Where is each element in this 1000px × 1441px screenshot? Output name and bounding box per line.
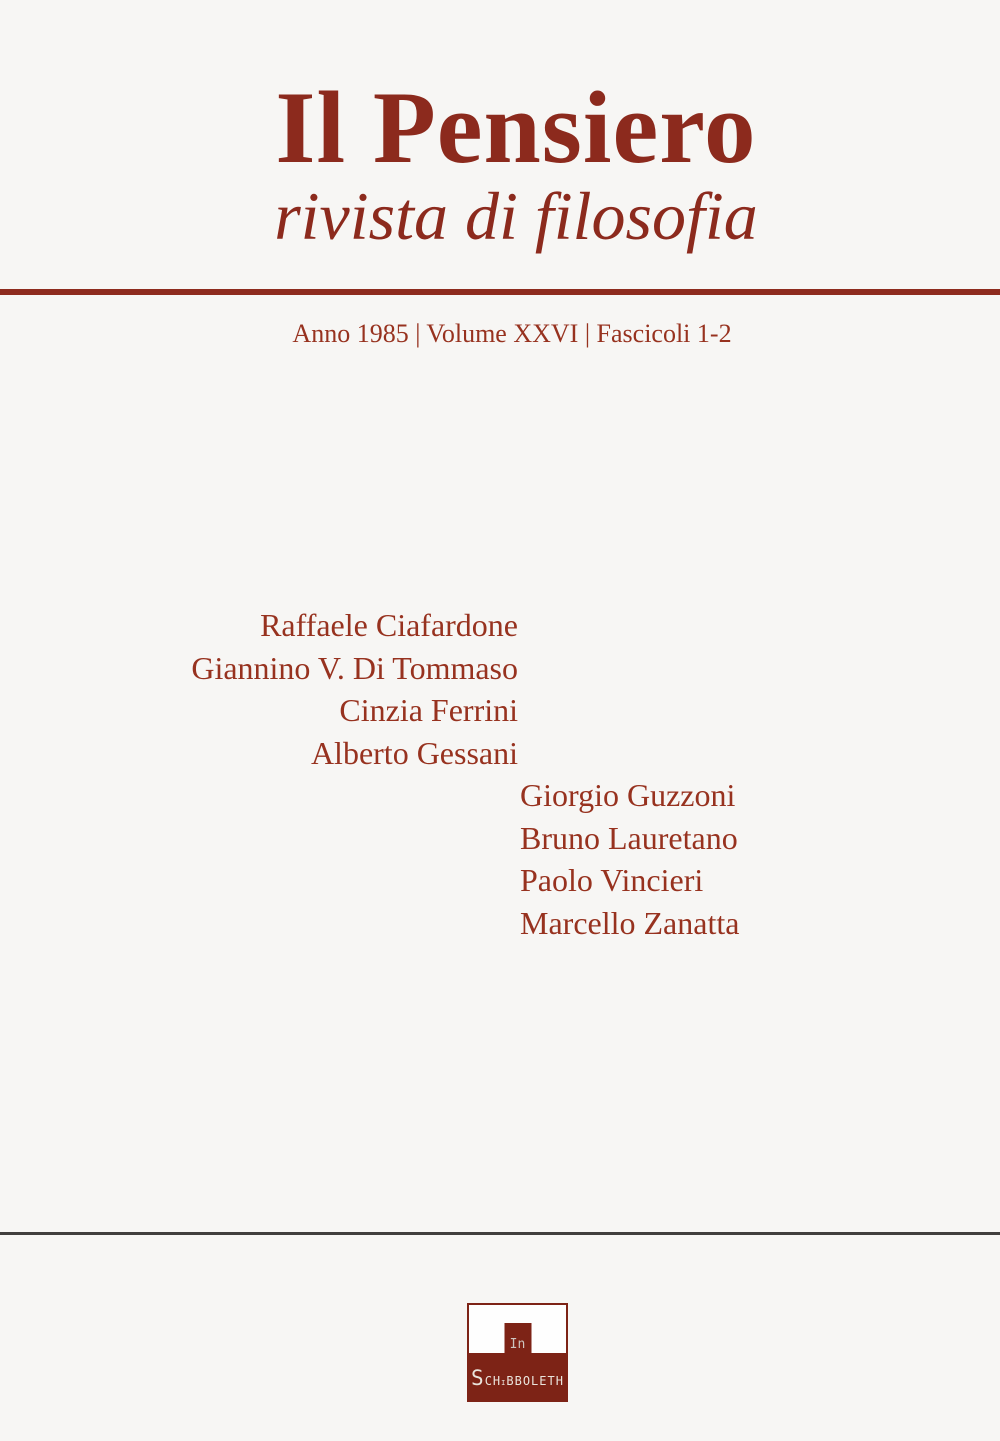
logo-in-square (504, 1323, 531, 1353)
issue-line: Anno 1985 | Volume XXVI | Fascicoli 1-2 (292, 319, 732, 348)
author-list-upper (191, 604, 518, 774)
author-name: Paolo Vincieri (520, 862, 704, 898)
author-name: Cinzia Ferrini (339, 692, 518, 728)
journal-subtitle: rivista di filosofia (274, 178, 758, 254)
logo-in-text: In (509, 1337, 526, 1352)
author-name: Giorgio Guzzoni (520, 777, 736, 813)
logo-top-panel (469, 1305, 566, 1353)
author-name: Marcello Zanatta (520, 904, 740, 941)
masthead-rule (0, 289, 1000, 295)
author-name: Bruno Lauretano (520, 819, 738, 856)
author-name: Giannino V. Di Tommaso (191, 649, 518, 686)
author-name: Raffaele Ciafardone (260, 607, 518, 643)
logo-wordmark-initial: S (471, 1366, 485, 1390)
author-name: Alberto Gessani (310, 734, 518, 771)
journal-title: Il Pensiero (275, 71, 757, 185)
publisher-logo (467, 1303, 568, 1402)
logo-wordmark-small-i: i (501, 1377, 507, 1388)
logo-wordmark (469, 1353, 566, 1400)
footer-divider (0, 1232, 1000, 1235)
logo-wordmark-rest: BBOLETH (506, 1374, 564, 1388)
logo-wordmark-mid: CH (484, 1374, 502, 1388)
author-list-lower (520, 774, 739, 944)
